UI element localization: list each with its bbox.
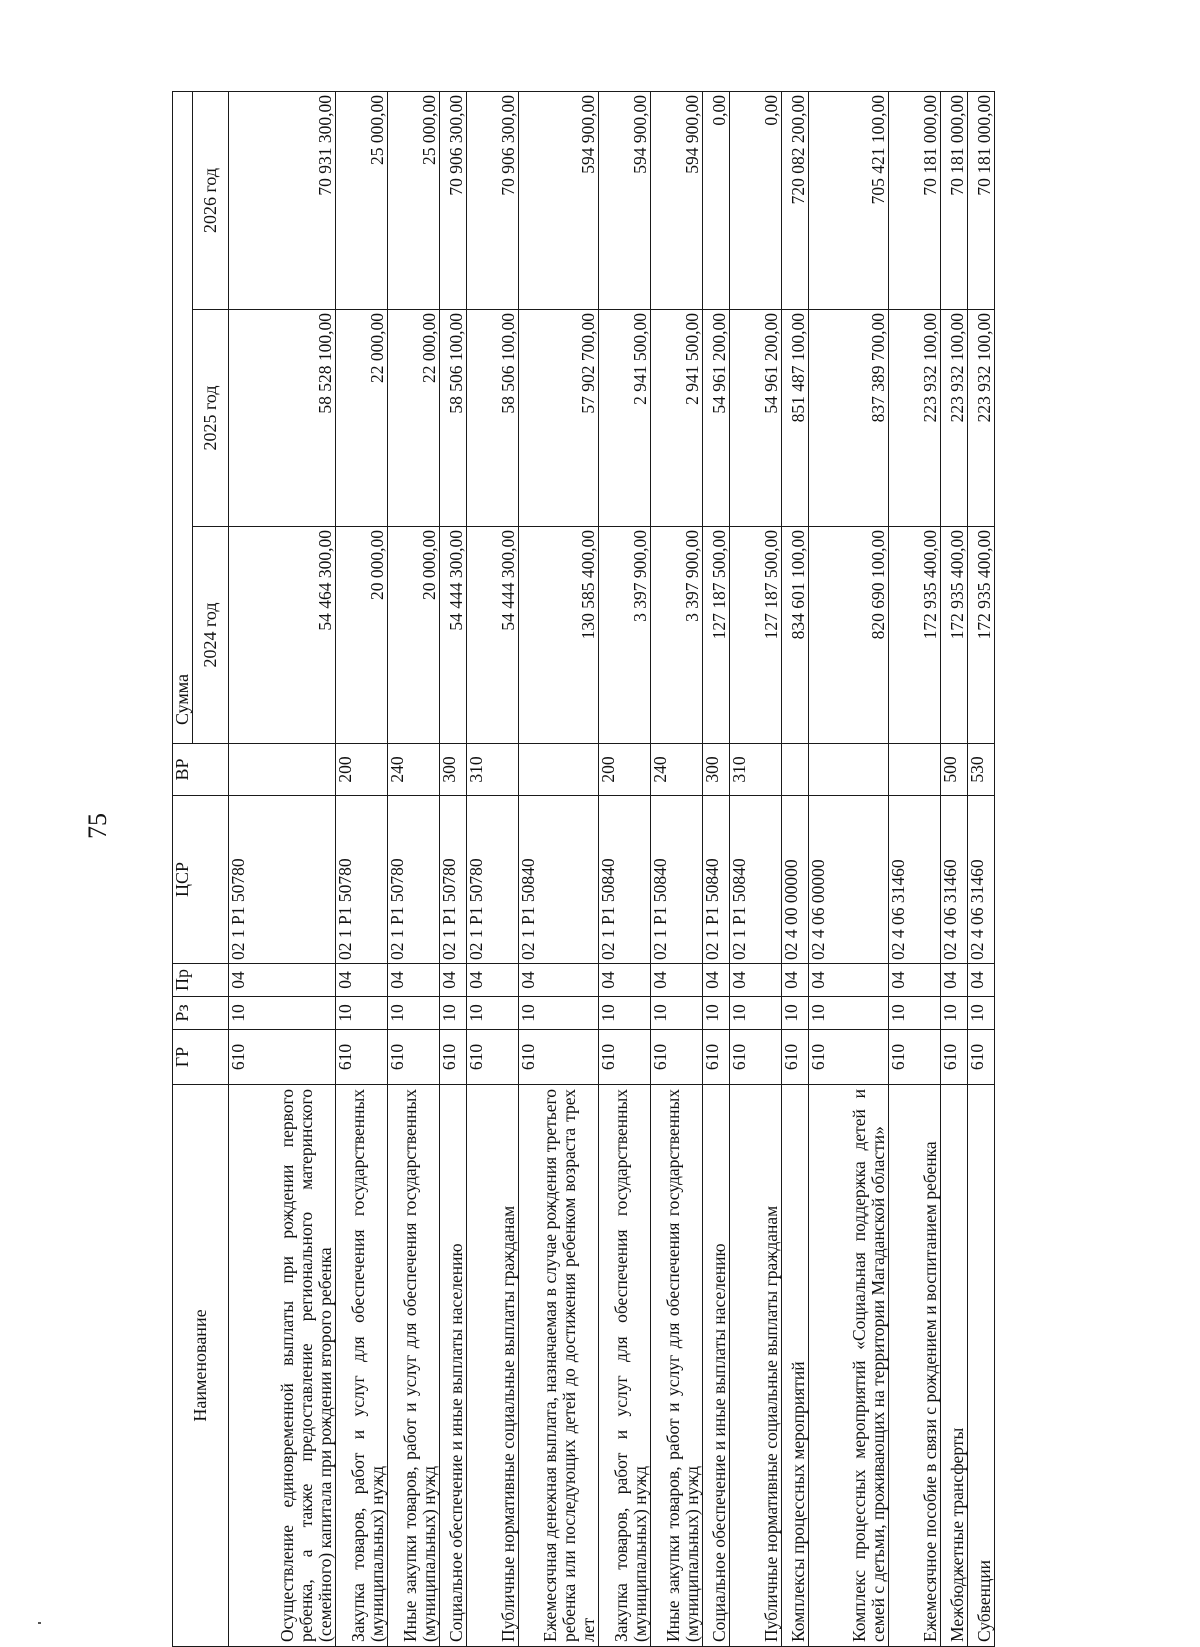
cell-vr: 200 <box>598 744 650 796</box>
cell-y2025: 223 932 100,00 <box>888 310 940 527</box>
cell-csr: 02 1 Р1 50840 <box>730 796 782 964</box>
rotated-table-wrapper <box>172 92 995 1647</box>
table-row <box>335 91 387 1646</box>
cell-gr: 610 <box>967 1030 994 1085</box>
cell-vr: 530 <box>967 744 994 796</box>
cell-csr: 02 1 Р1 50840 <box>598 796 650 964</box>
cell-pr: 04 <box>467 964 519 997</box>
cell-y2024: 3 397 900,00 <box>598 527 650 744</box>
page-number: 75 <box>83 813 112 839</box>
header-csr: ЦСР <box>173 796 229 964</box>
cell-rz: 10 <box>440 997 467 1030</box>
cell-gr: 610 <box>809 1030 888 1085</box>
cell-pr: 04 <box>598 964 650 997</box>
cell-y2026: 705 421 100,00 <box>809 91 888 309</box>
cell-pr: 04 <box>730 964 782 997</box>
cell-y2026: 70 906 300,00 <box>467 91 519 309</box>
cell-y2026: 594 900,00 <box>650 91 702 309</box>
cell-name: Межбюджетные трансферты <box>940 1085 967 1647</box>
cell-y2025: 2 941 500,00 <box>598 310 650 527</box>
cell-vr <box>229 744 335 796</box>
cell-name: Ежемесячная денежная выплата, назначаемая в случае рождения третьего ребенка или последующих детей до достижения ребенком возраста трех лет <box>519 1085 598 1647</box>
cell-name: Социальное обеспечение и иные выплаты населению <box>440 1085 467 1647</box>
cell-csr: 02 1 Р1 50780 <box>387 796 439 964</box>
cell-gr: 610 <box>730 1030 782 1085</box>
table-row <box>940 91 967 1646</box>
cell-csr: 02 1 Р1 50780 <box>467 796 519 964</box>
cell-y2025: 54 961 200,00 <box>730 310 782 527</box>
cell-y2026: 720 082 200,00 <box>782 91 809 309</box>
cell-name: Публичные нормативные социальные выплаты гражданам <box>467 1085 519 1647</box>
table-row <box>967 91 994 1646</box>
cell-y2026: 70 906 300,00 <box>440 91 467 309</box>
cell-y2026: 0,00 <box>702 91 729 309</box>
cell-pr: 04 <box>387 964 439 997</box>
cell-y2026: 25 000,00 <box>387 91 439 309</box>
header-sum: Сумма <box>173 91 193 743</box>
cell-name: Иные закупки товаров, работ и услуг для обеспечения государственных (муниципальных) нужд <box>387 1085 439 1647</box>
cell-y2026: 70 181 000,00 <box>940 91 967 309</box>
cell-y2026: 594 900,00 <box>519 91 598 309</box>
table-body <box>229 91 995 1646</box>
cell-y2026: 70 181 000,00 <box>888 91 940 309</box>
cell-rz: 10 <box>940 997 967 1030</box>
cell-rz: 10 <box>335 997 387 1030</box>
cell-pr: 04 <box>229 964 335 997</box>
cell-rz: 10 <box>967 997 994 1030</box>
cell-gr: 610 <box>229 1030 335 1085</box>
cell-name: Социальное обеспечение и иные выплаты населению <box>702 1085 729 1647</box>
cell-gr: 610 <box>940 1030 967 1085</box>
cell-rz: 10 <box>387 997 439 1030</box>
header-vr: ВР <box>173 744 229 796</box>
cell-vr <box>519 744 598 796</box>
cell-gr: 610 <box>440 1030 467 1085</box>
cell-gr: 610 <box>702 1030 729 1085</box>
cell-y2025: 837 389 700,00 <box>809 310 888 527</box>
header-2024: 2024 год <box>193 527 229 744</box>
cell-csr: 02 1 Р1 50780 <box>335 796 387 964</box>
cell-csr: 02 1 Р1 50840 <box>650 796 702 964</box>
cell-name: Ежемесячное пособие в связи с рождением и воспитанием ребенка <box>888 1085 940 1647</box>
cell-csr: 02 1 Р1 50840 <box>519 796 598 964</box>
cell-gr: 610 <box>888 1030 940 1085</box>
table-row <box>730 91 782 1646</box>
cell-name: Субвенции <box>967 1085 994 1647</box>
cell-gr: 610 <box>335 1030 387 1085</box>
cell-y2024: 834 601 100,00 <box>782 527 809 744</box>
header-row-1 <box>173 91 193 1646</box>
cell-y2024: 54 444 300,00 <box>467 527 519 744</box>
cell-y2025: 851 487 100,00 <box>782 310 809 527</box>
cell-y2024: 172 935 400,00 <box>888 527 940 744</box>
cell-pr: 04 <box>782 964 809 997</box>
table-row <box>702 91 729 1646</box>
cell-rz: 10 <box>229 997 335 1030</box>
cell-gr: 610 <box>467 1030 519 1085</box>
cell-y2026: 594 900,00 <box>598 91 650 309</box>
cell-rz: 10 <box>650 997 702 1030</box>
cell-y2024: 127 187 500,00 <box>730 527 782 744</box>
table-row <box>519 91 598 1646</box>
cell-y2025: 58 506 100,00 <box>467 310 519 527</box>
cell-vr: 500 <box>940 744 967 796</box>
cell-vr <box>809 744 888 796</box>
cell-rz: 10 <box>809 997 888 1030</box>
cell-name: Комплексы процессных мероприятий <box>782 1085 809 1647</box>
header-name: Наименование <box>173 1085 229 1647</box>
table-row <box>782 91 809 1646</box>
cell-vr <box>888 744 940 796</box>
cell-gr: 610 <box>519 1030 598 1085</box>
cell-pr: 04 <box>650 964 702 997</box>
header-rz: Рз <box>173 997 229 1030</box>
cell-name: Закупка товаров, работ и услуг для обеспечения государственных (муниципальных) нужд <box>335 1085 387 1647</box>
cell-name: Закупка товаров, работ и услуг для обеспечения государственных (муниципальных) нужд <box>598 1085 650 1647</box>
cell-vr: 240 <box>387 744 439 796</box>
cell-rz: 10 <box>519 997 598 1030</box>
cell-gr: 610 <box>782 1030 809 1085</box>
table-row <box>229 91 335 1646</box>
cell-vr <box>782 744 809 796</box>
cell-pr: 04 <box>940 964 967 997</box>
cell-rz: 10 <box>598 997 650 1030</box>
cell-csr: 02 4 00 00000 <box>782 796 809 964</box>
cell-y2026: 0,00 <box>730 91 782 309</box>
cell-csr: 02 4 06 31460 <box>888 796 940 964</box>
cell-rz: 10 <box>782 997 809 1030</box>
cell-gr: 610 <box>387 1030 439 1085</box>
cell-y2024: 820 690 100,00 <box>809 527 888 744</box>
cell-rz: 10 <box>702 997 729 1030</box>
cell-y2025: 22 000,00 <box>387 310 439 527</box>
cell-y2025: 223 932 100,00 <box>940 310 967 527</box>
cell-y2026: 70 181 000,00 <box>967 91 994 309</box>
cell-csr: 02 1 Р1 50840 <box>702 796 729 964</box>
header-2025: 2025 год <box>193 310 229 527</box>
cell-y2025: 58 506 100,00 <box>440 310 467 527</box>
cell-y2024: 3 397 900,00 <box>650 527 702 744</box>
table-row <box>598 91 650 1646</box>
cell-vr: 200 <box>335 744 387 796</box>
cell-y2024: 127 187 500,00 <box>702 527 729 744</box>
header-gr: ГР <box>173 1030 229 1085</box>
cell-pr: 04 <box>888 964 940 997</box>
cell-gr: 610 <box>650 1030 702 1085</box>
cell-rz: 10 <box>467 997 519 1030</box>
cell-vr: 240 <box>650 744 702 796</box>
cell-name: Публичные нормативные социальные выплаты гражданам <box>730 1085 782 1647</box>
cell-vr: 300 <box>702 744 729 796</box>
cell-pr: 04 <box>335 964 387 997</box>
budget-table <box>172 91 995 1647</box>
cell-name: Осуществление единовременной выплаты при рождении первого ребенка, а также предоставление регионального материнского (семейного) капитала при рождении второго ребенка <box>229 1085 335 1647</box>
cell-vr: 310 <box>730 744 782 796</box>
table-row <box>888 91 940 1646</box>
table-row <box>650 91 702 1646</box>
cell-y2025: 57 902 700,00 <box>519 310 598 527</box>
header-2026: 2026 год <box>193 91 229 309</box>
cell-rz: 10 <box>888 997 940 1030</box>
cell-y2024: 172 935 400,00 <box>967 527 994 744</box>
cell-csr: 02 4 06 31460 <box>940 796 967 964</box>
cell-csr: 02 1 Р1 50780 <box>440 796 467 964</box>
cell-gr: 610 <box>598 1030 650 1085</box>
table-row <box>467 91 519 1646</box>
cell-csr: 02 4 06 00000 <box>809 796 888 964</box>
table-row <box>809 91 888 1646</box>
cell-y2025: 2 941 500,00 <box>650 310 702 527</box>
cell-y2024: 20 000,00 <box>387 527 439 744</box>
cell-pr: 04 <box>702 964 729 997</box>
cell-rz: 10 <box>730 997 782 1030</box>
cell-csr: 02 4 06 31460 <box>967 796 994 964</box>
cell-y2025: 54 961 200,00 <box>702 310 729 527</box>
cell-y2024: 172 935 400,00 <box>940 527 967 744</box>
table-row <box>440 91 467 1646</box>
cell-y2024: 130 585 400,00 <box>519 527 598 744</box>
cell-vr: 310 <box>467 744 519 796</box>
scan-mark <box>38 1622 41 1624</box>
cell-y2026: 70 931 300,00 <box>229 91 335 309</box>
cell-pr: 04 <box>809 964 888 997</box>
cell-y2025: 22 000,00 <box>335 310 387 527</box>
table-row <box>387 91 439 1646</box>
cell-vr: 300 <box>440 744 467 796</box>
cell-y2024: 54 444 300,00 <box>440 527 467 744</box>
cell-pr: 04 <box>440 964 467 997</box>
cell-y2025: 223 932 100,00 <box>967 310 994 527</box>
cell-y2024: 54 464 300,00 <box>229 527 335 744</box>
cell-y2025: 58 528 100,00 <box>229 310 335 527</box>
cell-name: Комплекс процессных мероприятий «Социальная поддержка детей и семей с детьми, проживающих на территории Магаданской области» <box>809 1085 888 1647</box>
cell-y2024: 20 000,00 <box>335 527 387 744</box>
cell-name: Иные закупки товаров, работ и услуг для обеспечения государственных (муниципальных) нужд <box>650 1085 702 1647</box>
header-pr: Пр <box>173 964 229 997</box>
cell-y2026: 25 000,00 <box>335 91 387 309</box>
cell-csr: 02 1 Р1 50780 <box>229 796 335 964</box>
cell-pr: 04 <box>519 964 598 997</box>
cell-pr: 04 <box>967 964 994 997</box>
